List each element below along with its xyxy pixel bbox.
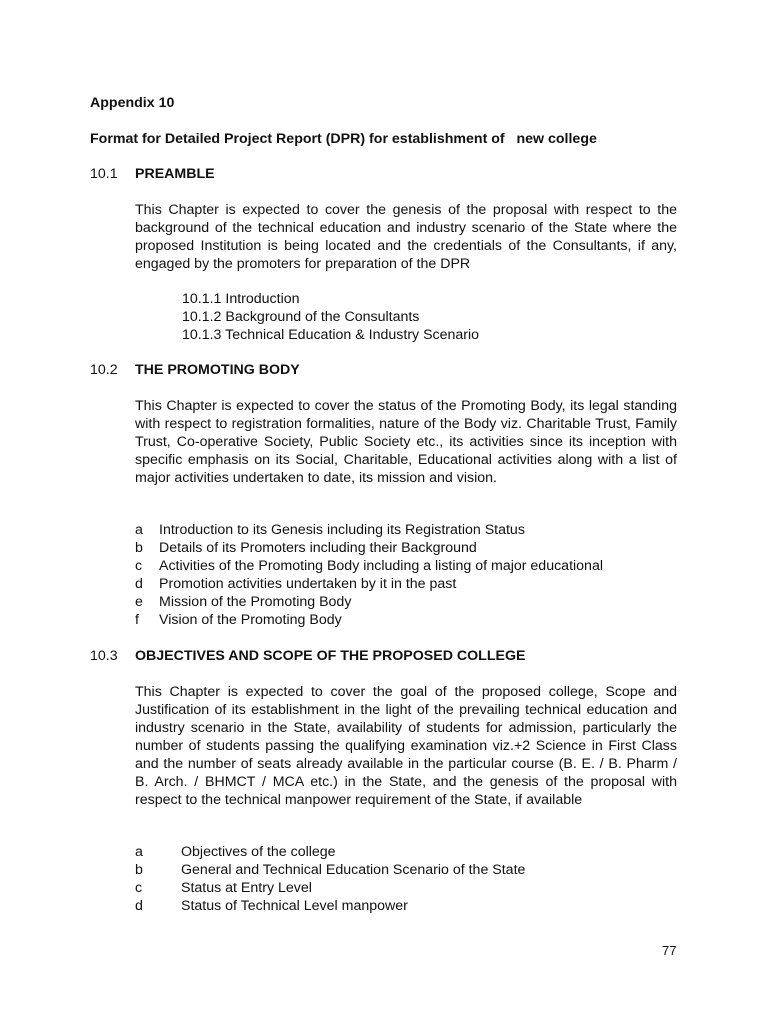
list-item xyxy=(135,879,695,897)
preamble-subitems xyxy=(182,290,479,344)
list-text: General and Technical Education Scenario of the State xyxy=(181,862,526,878)
section-number-10-3: 10.3 xyxy=(90,648,118,664)
list-text: Mission of the Promoting Body xyxy=(159,594,352,610)
section-title-preamble: PREAMBLE xyxy=(135,166,215,182)
list-letter: d xyxy=(135,576,143,592)
list-letter: e xyxy=(135,594,143,610)
section-number-10-1: 10.1 xyxy=(90,166,118,182)
list-item xyxy=(135,611,695,629)
list-item: 10.1.1 Introduction xyxy=(182,291,300,307)
list-item xyxy=(135,897,695,915)
list-item xyxy=(135,861,695,879)
list-text: Vision of the Promoting Body xyxy=(159,612,342,628)
list-item xyxy=(135,539,695,557)
preamble-paragraph: This Chapter is expected to cover the genesis of the proposal with respect to the background of the technical education and industry scenario of the State where the proposed Institution is being located and the credentials of the Consultants, if any, engaged by the promoters for preparation of the DPR xyxy=(135,202,677,272)
promoting-body-list xyxy=(135,521,695,629)
list-letter: c xyxy=(135,880,143,896)
section-title-promoting-body: THE PROMOTING BODY xyxy=(135,362,300,378)
objectives-list xyxy=(135,843,695,915)
list-letter: a xyxy=(135,522,143,538)
document-title: Format for Detailed Project Report (DPR) for establishment of new college xyxy=(90,131,597,147)
list-text: Status at Entry Level xyxy=(181,880,312,896)
list-item: 10.1.2 Background of the Consultants xyxy=(182,309,420,325)
promoting-body-paragraph: This Chapter is expected to cover the status of the Promoting Body, its legal standing with respect to registration formalities, nature of the Body viz. Charitable Trust, Family Trust, Co-operative Society, Public Society etc., its activities since its inception with specific emphasis on its Social, Charitable, Educational activities along with a list of major activities undertaken to date, its mission and vision. xyxy=(135,398,677,486)
list-text: Status of Technical Level manpower xyxy=(181,898,408,914)
list-text: Promotion activities undertaken by it in the past xyxy=(159,576,457,592)
list-item xyxy=(135,593,695,611)
list-text: Details of its Promoters including their Background xyxy=(159,540,477,556)
section-title-objectives-scope: OBJECTIVES AND SCOPE OF THE PROPOSED COLLEGE xyxy=(135,648,526,664)
list-letter: d xyxy=(135,898,143,914)
appendix-title: Appendix 10 xyxy=(90,95,175,111)
objectives-paragraph: This Chapter is expected to cover the goal of the proposed college, Scope and Justification of its establishment in the light of the prevailing technical education and industry scenario in the State, availability of students for admission, particularly the number of students passing the qualifying examination viz.+2 Science in First Class and the number of seats already available in the particular course (B. E. / B. Pharm / B. Arch. / BHMCT / MCA etc.) in the State, and the genesis of the proposal with respect to the technical manpower requirement of the State, if available xyxy=(135,684,677,808)
list-letter: a xyxy=(135,844,143,860)
list-letter: c xyxy=(135,558,143,574)
list-letter: b xyxy=(135,540,143,556)
list-item xyxy=(135,575,695,593)
list-letter: b xyxy=(135,862,143,878)
list-text: Objectives of the college xyxy=(181,844,336,860)
list-item xyxy=(135,557,695,575)
list-letter: f xyxy=(135,612,139,628)
page-number: 77 xyxy=(662,943,677,958)
list-item xyxy=(135,521,695,539)
list-text: Introduction to its Genesis including its Registration Status xyxy=(159,522,525,538)
section-number-10-2: 10.2 xyxy=(90,362,118,378)
list-item: 10.1.3 Technical Education & Industry Scenario xyxy=(182,327,480,343)
list-item xyxy=(135,843,695,861)
list-text: Activities of the Promoting Body including a listing of major educational xyxy=(159,558,603,574)
